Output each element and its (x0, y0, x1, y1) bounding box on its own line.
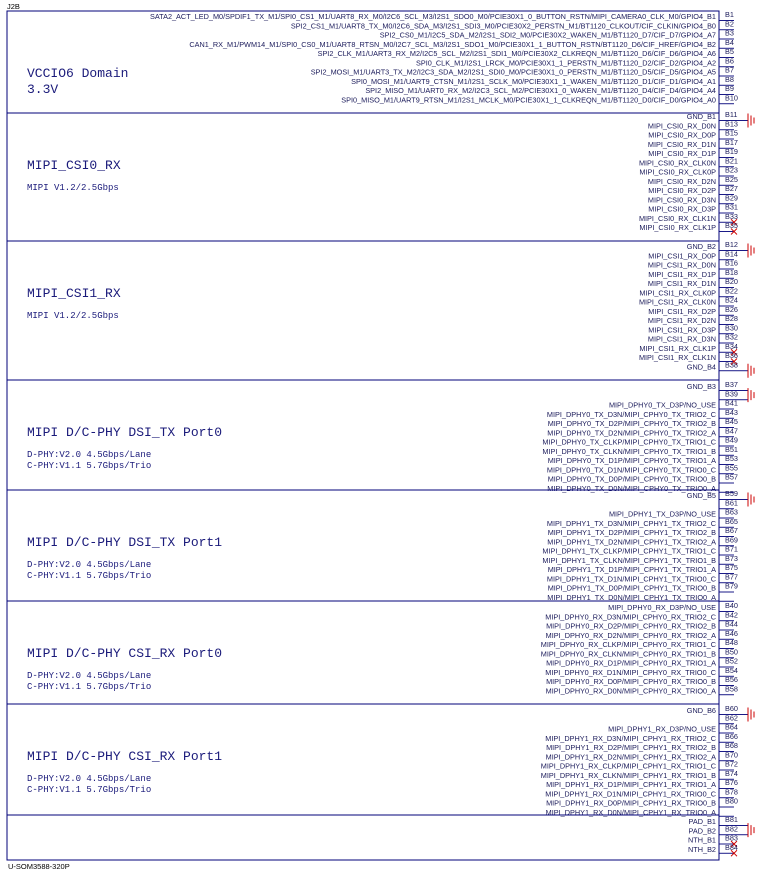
pin-label: SPI2_CS1_M1/UART8_TX_M0/I2C6_SDA_M3/I2S1_SDI3_M0/PCIE30X2_PERSTN_M1/BT1120_CLKOUT/CIF_CLKIN/GPIO4_B0 (290, 21, 716, 31)
pin-number: B82 (725, 824, 738, 834)
pin-number: B22 (725, 286, 738, 296)
pin-number: B80 (725, 796, 738, 806)
pin-label: MIPI_CSI0_RX_CLK0N (638, 158, 716, 168)
section-subtitle: MIPI V1.2/2.5Gbps (27, 183, 119, 193)
pin-label: MIPI_DPHY0_RX_D1P/MIPI_CPHY0_RX_TRIO1_A (546, 658, 716, 668)
pin-label: SATA2_ACT_LED_M0/SPDIF1_TX_M1/SPI0_CS1_M1/UART8_RX_M0/I2C6_SCL_M3/I2S1_SDO0_M0/PCIE30X1_0_BUTTON_RSTN/MIPI_CAMERA0_CLK_M0/GPIO4_B1 (149, 12, 716, 21)
pin-number: B9 (725, 84, 734, 94)
pin-label: MIPI_DPHY1_RX_D1P/MIPI_CPHY1_RX_TRIO1_A (546, 780, 716, 789)
section-title: MIPI_CSI0_RX (27, 158, 121, 173)
section-title: MIPI D/C-PHY CSI_RX Port0 (27, 646, 223, 661)
pin-label: SPI2_MISO_M1/UART0_RX_M2/I2C3_SCL_M2/PCIE30X1_0_WAKEN_M1/BT1120_D4/CIF_D4/GPIO4_A4 (365, 86, 716, 95)
pin-label: MIPI_CSI1_RX_CLK0P (639, 288, 716, 298)
section-subtitle: C-PHY:V1.1 5.7Gbps/Trio (27, 682, 152, 692)
pin-number: B45 (725, 417, 738, 427)
pin-label: MIPI_DPHY1_TX_D2P/MIPI_CPHY1_TX_TRIO2_B (547, 528, 716, 537)
reference-designator: J2B (7, 2, 20, 11)
pin-number: B52 (725, 656, 738, 666)
pin-label: MIPI_DPHY1_RX_D3N/MIPI_CPHY1_RX_TRIO2_C (545, 733, 716, 743)
pin-label: MIPI_CSI1_RX_D3P (648, 325, 716, 335)
pin-label: GND_B1 (686, 112, 716, 121)
section-subtitle: C-PHY:V1.1 5.7Gbps/Trio (27, 461, 152, 471)
pin-number: B55 (725, 463, 738, 473)
pin-number: B18 (725, 267, 738, 277)
section-subtitle: D-PHY:V2.0 4.5Gbps/Lane (27, 671, 152, 681)
pin-number: B72 (725, 759, 738, 769)
pin-number: B20 (725, 277, 738, 287)
pin-number: B51 (725, 444, 738, 454)
pin-label: CAN1_RX_M1/PWM14_M1/SPI0_CS0_M1/UART8_RTSN_M0/I2C7_SCL_M3/I2S1_SDO1_M0/PCIE30X1_1_BUTTON_RSTN/BT1120_D6/CIF_HREF/GPIO4_B2 (189, 39, 716, 49)
pin-number: B2 (725, 19, 734, 29)
pin-number: B73 (725, 553, 738, 563)
pin-label: MIPI_DPHY0_TX_CLKN/MIPI_CPHY0_TX_TRIO1_B (542, 446, 716, 456)
pin-number: B43 (725, 407, 738, 417)
pin-number: B38 (725, 360, 738, 370)
pin-label: MIPI_DPHY1_RX_D0N/MIPI_CPHY1_RX_TRIO0_A (545, 807, 716, 817)
pin-number: B19 (725, 147, 738, 157)
pin-label: MIPI_DPHY0_RX_D1N/MIPI_CPHY0_RX_TRIO0_C (545, 667, 716, 677)
pin-number: B69 (725, 535, 738, 545)
pin-number: B66 (725, 731, 738, 741)
pin-label: MIPI_DPHY1_RX_CLKP/MIPI_CPHY1_RX_TRIO1_C (540, 761, 716, 771)
pin-number: B10 (725, 93, 738, 103)
pin-number: B6 (725, 56, 734, 66)
pin-label: SPI2_MOSI_M1/UART3_TX_M2/I2C3_SDA_M2/I2S1_SDI0_M0/PCIE30X1_0_PERSTN_M1/BT1120_D5/CIF_D5/GPIO4_A5 (310, 67, 716, 77)
pin-number: B17 (725, 137, 738, 147)
pin-number: B14 (725, 249, 738, 259)
pin-label: MIPI_DPHY0_TX_D1N/MIPI_CPHY0_TX_TRIO0_C (546, 465, 716, 475)
pin-number: B12 (725, 240, 738, 250)
pin-number: B23 (725, 165, 738, 175)
pin-number: B53 (725, 454, 738, 464)
pin-number: B57 (725, 472, 738, 482)
pin-label: MIPI_CSI1_RX_CLK0N (638, 297, 716, 307)
pin-number: B41 (725, 398, 738, 408)
section-subtitle: D-PHY:V2.0 4.5Gbps/Lane (27, 450, 152, 460)
section-subtitle: D-PHY:V2.0 4.5Gbps/Lane (27, 560, 152, 570)
pin-label: MIPI_DPHY0_RX_D0N/MIPI_CPHY0_RX_TRIO0_A (545, 686, 716, 696)
pin-label: MIPI_CSI0_RX_CLK1N (638, 213, 716, 223)
pin-number: B64 (725, 722, 738, 732)
pin-number: B21 (725, 156, 738, 166)
part-number: U-SOM3588-320P (8, 862, 70, 871)
pin-number: B65 (725, 516, 738, 526)
pin-number: B40 (725, 601, 738, 611)
pin-label: GND_B2 (686, 242, 716, 251)
pin-label: MIPI_CSI0_RX_D1N (647, 139, 716, 149)
pin-number: B71 (725, 544, 738, 554)
pin-label: MIPI_CSI0_RX_D2P (648, 186, 716, 195)
section-subtitle: MIPI V1.2/2.5Gbps (27, 311, 119, 321)
pin-label: NTH_B1 (688, 835, 716, 845)
pin-number: B48 (725, 638, 738, 648)
ground-icon (748, 244, 754, 258)
pin-label: MIPI_CSI1_RX_D3N (647, 334, 716, 344)
section-title: MIPI D/C-PHY CSI_RX Port1 (27, 749, 223, 764)
pin-number: B79 (725, 581, 738, 591)
pin-number: B42 (725, 610, 738, 620)
pin-label: MIPI_DPHY0_RX_D2P/MIPI_CPHY0_RX_TRIO2_B (546, 621, 716, 631)
pin-number: B11 (725, 110, 738, 120)
pin-number: B63 (725, 507, 738, 517)
pin-label: GND_B4 (686, 362, 716, 372)
ground-icon (748, 114, 754, 128)
pin-label: MIPI_DPHY1_TX_D0P/MIPI_CPHY1_TX_TRIO0_B (547, 583, 716, 593)
pin-label: MIPI_DPHY0_RX_CLKN/MIPI_CPHY0_RX_TRIO1_B (540, 649, 716, 659)
pin-label: SPI2_CLK_M1/UART3_RX_M2/I2C5_SCL_M2/I2S1_SDI1_M0/PCIE30X2_CLKREQN_M1/BT1120_D6/CIF_D6/GPIO4_A6 (317, 49, 716, 58)
pin-label: MIPI_CSI1_RX_D2N (647, 316, 716, 325)
pin-number: B81 (725, 815, 738, 825)
pin-label: MIPI_CSI0_RX_D3N (647, 195, 716, 205)
pin-label: MIPI_DPHY1_RX_D1N/MIPI_CPHY1_RX_TRIO0_C (545, 789, 716, 799)
pin-label: SPI0_MISO_M1/UART9_RTSN_M1/I2S1_MCLK_M0/PCIE30X1_1_CLKREQN_M1/BT1120_D0/CIF_D0/GPIO4_A0 (341, 95, 716, 105)
pin-label: MIPI_DPHY0_TX_D2P/MIPI_CPHY0_TX_TRIO2_B (547, 419, 716, 428)
section-title: MIPI D/C-PHY DSI_TX Port0 (27, 425, 223, 440)
pin-number: B35 (725, 221, 738, 231)
pin-number: B26 (725, 304, 738, 314)
pin-label: SPI0_MOSI_M1/UART9_CTSN_M1/I2S1_SCLK_M0/PCIE30X1_1_WAKEN_M1/BT1120_D1/CIF_D1/GPIO4_A1 (351, 76, 716, 86)
pin-label: MIPI_DPHY0_RX_D3N/MIPI_CPHY0_RX_TRIO2_C (545, 612, 716, 622)
pin-number: B4 (725, 37, 734, 47)
pin-number: B25 (725, 174, 738, 184)
pin-number: B28 (725, 314, 738, 324)
pin-number: B49 (725, 435, 738, 445)
pin-label: MIPI_CSI0_RX_CLK0P (639, 167, 716, 177)
pin-label: MIPI_CSI0_RX_D2N (647, 176, 716, 186)
pin-number: B84 (725, 842, 738, 852)
pin-label: MIPI_CSI1_RX_CLK1N (638, 353, 716, 362)
pin-number: B29 (725, 193, 738, 203)
pin-number: B31 (725, 202, 738, 212)
pin-label: MIPI_DPHY0_TX_D3N/MIPI_CPHY0_TX_TRIO2_C (546, 409, 716, 419)
pin-label: MIPI_CSI1_RX_D1N (647, 279, 716, 288)
pin-label: PAD_B2 (688, 826, 716, 836)
section-subtitle: D-PHY:V2.0 4.5Gbps/Lane (27, 774, 152, 784)
pin-number: B3 (725, 28, 734, 38)
pin-label: MIPI_DPHY1_RX_D0P/MIPI_CPHY1_RX_TRIO0_B (546, 798, 716, 808)
pin-label: MIPI_CSI1_RX_CLK1P (639, 343, 716, 353)
pin-number: B16 (725, 258, 738, 268)
pin-number: B83 (725, 833, 738, 843)
pin-label: MIPI_DPHY1_TX_D3N/MIPI_CPHY1_TX_TRIO2_C (546, 518, 716, 528)
pin-label: MIPI_DPHY0_TX_CLKP/MIPI_CPHY0_TX_TRIO1_C (542, 437, 716, 447)
pin-number: B70 (725, 750, 738, 760)
pin-number: B15 (725, 128, 738, 138)
pin-number: B68 (725, 741, 738, 751)
pin-label: MIPI_CSI0_RX_D0P (648, 130, 716, 140)
pin-label: MIPI_DPHY1_TX_D2N/MIPI_CPHY1_TX_TRIO2_A (547, 537, 716, 547)
pin-label: SPI2_CS0_M1/I2C5_SDA_M2/I2S1_SDI2_M0/PCIE30X2_WAKEN_M1/BT1120_D7/CIF_D7/GPIO4_A7 (379, 30, 716, 40)
pin-label: MIPI_DPHY1_RX_D2P/MIPI_CPHY1_RX_TRIO2_B (546, 743, 716, 752)
pin-label: MIPI_DPHY0_RX_D2N/MIPI_CPHY0_RX_TRIO2_A (545, 630, 716, 640)
pin-number: B24 (725, 295, 738, 305)
pin-number: B50 (725, 647, 738, 657)
pin-number: B75 (725, 563, 738, 573)
ground-icon (748, 364, 754, 378)
pin-number: B1 (725, 10, 734, 20)
section-title: MIPI D/C-PHY DSI_TX Port1 (27, 535, 223, 550)
pin-label: MIPI_DPHY0_RX_CLKP/MIPI_CPHY0_RX_TRIO1_C (540, 640, 716, 649)
section-subtitle: 3.3V (27, 82, 59, 97)
pin-label: MIPI_CSI1_RX_D0N (647, 260, 716, 270)
pin-number: B32 (725, 332, 738, 342)
pin-label: MIPI_CSI1_RX_D0P (648, 251, 716, 261)
pin-label: MIPI_CSI1_RX_D2P (648, 306, 716, 316)
pin-number: B67 (725, 526, 738, 536)
pin-number: B56 (725, 675, 738, 685)
pin-number: B54 (725, 665, 738, 675)
pin-label: MIPI_DPHY0_TX_D1P/MIPI_CPHY0_TX_TRIO1_A (547, 456, 716, 465)
pin-number: B36 (725, 351, 738, 361)
ground-icon (748, 823, 754, 837)
pin-number: B7 (725, 65, 734, 75)
pin-label: MIPI_CSI1_RX_D1P (648, 269, 716, 279)
section-subtitle: C-PHY:V1.1 5.7Gbps/Trio (27, 571, 152, 581)
pin-number: B60 (725, 704, 738, 714)
pin-label: MIPI_DPHY1_TX_CLKN/MIPI_CPHY1_TX_TRIO1_B (542, 555, 716, 565)
pin-number: B34 (725, 341, 738, 351)
pin-label: NTH_B2 (688, 844, 716, 854)
pin-number: B62 (725, 713, 738, 723)
pin-label: MIPI_DPHY0_TX_D0N/MIPI_CPHY0_TX_TRIO0_A (547, 483, 716, 493)
pin-number: B27 (725, 184, 738, 194)
pin-number: B8 (725, 74, 734, 84)
pin-number: B77 (725, 572, 738, 582)
section-title: MIPI_CSI1_RX (27, 286, 121, 301)
ground-icon (748, 708, 754, 722)
pin-label: MIPI_DPHY1_TX_D3P/NO_USE (608, 509, 716, 519)
ground-icon (748, 388, 754, 402)
pin-label: MIPI_DPHY1_TX_D0N/MIPI_CPHY1_TX_TRIO0_A (547, 592, 716, 602)
pin-label: MIPI_DPHY0_RX_D0P/MIPI_CPHY0_RX_TRIO0_B (546, 677, 716, 686)
pin-label: MIPI_DPHY0_TX_D2N/MIPI_CPHY0_TX_TRIO2_A (547, 428, 716, 438)
pin-label: MIPI_DPHY1_TX_D1N/MIPI_CPHY1_TX_TRIO0_C (546, 574, 716, 584)
pin-number: B5 (725, 47, 734, 57)
pin-number: B39 (725, 389, 738, 399)
pin-number: B13 (725, 119, 738, 129)
pin-label: MIPI_DPHY1_TX_D1P/MIPI_CPHY1_TX_TRIO1_A (547, 565, 716, 574)
pin-label: MIPI_CSI0_RX_CLK1P (639, 223, 716, 232)
pin-number: B46 (725, 628, 738, 638)
pin-label: MIPI_DPHY0_TX_D0P/MIPI_CPHY0_TX_TRIO0_B (547, 474, 716, 484)
pin-label: MIPI_CSI0_RX_D3P (648, 204, 716, 214)
pin-label: SPI0_CLK_M1/I2S1_LRCK_M0/PCIE30X1_1_PERSTN_M1/BT1120_D2/CIF_D2/GPIO4_A2 (416, 58, 716, 68)
pin-number: B33 (725, 211, 738, 221)
pin-label: MIPI_DPHY1_RX_CLKN/MIPI_CPHY1_RX_TRIO1_B (540, 770, 716, 780)
pin-number: B44 (725, 619, 738, 629)
pin-number: B78 (725, 787, 738, 797)
pin-number: B47 (725, 426, 738, 436)
pin-number: B37 (725, 380, 738, 390)
section-title: VCCIO6 Domain (27, 66, 129, 81)
pin-number: B76 (725, 778, 738, 788)
pin-label: MIPI_DPHY1_RX_D3P/NO_USE (608, 724, 716, 734)
ground-icon (748, 493, 754, 507)
section-subtitle: C-PHY:V1.1 5.7Gbps/Trio (27, 785, 152, 795)
pin-label: GND_B5 (686, 491, 716, 500)
pin-label: MIPI_DPHY1_TX_CLKP/MIPI_CPHY1_TX_TRIO1_C (542, 546, 716, 556)
pin-label: MIPI_CSI0_RX_D1P (648, 149, 716, 158)
pin-label: GND_B6 (686, 706, 716, 715)
pin-label: GND_B3 (686, 382, 716, 391)
pin-number: B74 (725, 768, 738, 778)
pin-label: MIPI_DPHY1_RX_D2N/MIPI_CPHY1_RX_TRIO2_A (545, 752, 716, 762)
pin-label: MIPI_DPHY0_RX_D3P/NO_USE (608, 603, 716, 612)
pin-label: PAD_B1 (688, 817, 716, 826)
pin-number: B61 (725, 498, 738, 508)
pin-label: MIPI_CSI0_RX_D0N (647, 121, 716, 131)
pin-label: MIPI_DPHY0_TX_D3P/NO_USE (608, 400, 716, 410)
pin-number: B58 (725, 684, 738, 694)
pin-number: B30 (725, 323, 738, 333)
pin-number: B59 (725, 489, 738, 499)
